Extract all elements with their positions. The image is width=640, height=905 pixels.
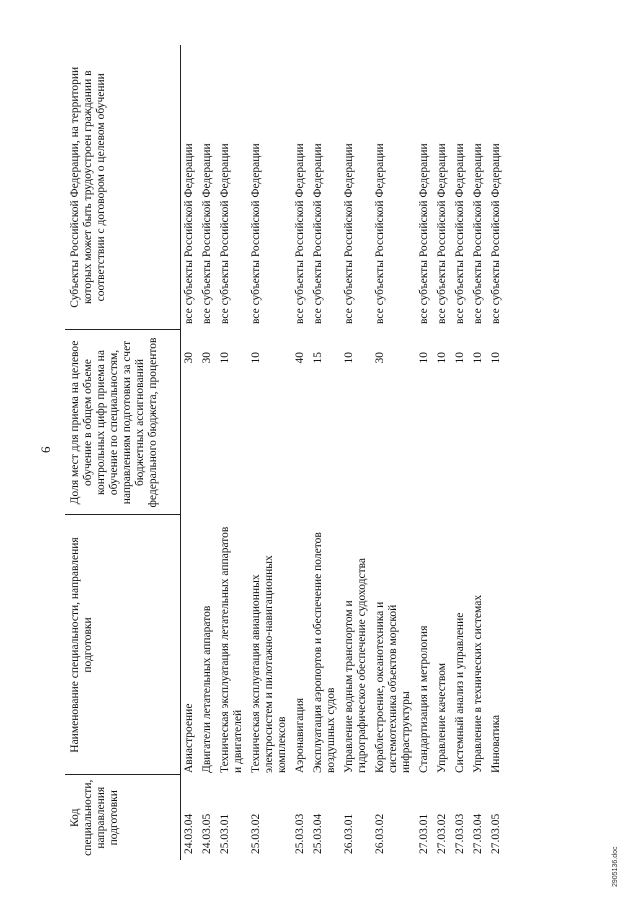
cell-name: Управление в технических системах (472, 594, 484, 773)
cell-subjects: все субъекты Российской Федерации (343, 143, 355, 324)
document-file-code: 2905136.doc (612, 846, 619, 887)
cell-name: Управление водным транспортом и гидрографическое обеспечение судоходства (343, 557, 368, 773)
cell-code: 27.03.03 (454, 813, 466, 854)
cell-share: 10 (250, 352, 262, 364)
cell-subjects: все субъекты Российской Федерации (312, 143, 324, 324)
cell-code: 27.03.02 (436, 813, 448, 854)
cell-subjects: все субъекты Российской Федерации (201, 143, 213, 324)
cell-code: 25.03.04 (312, 813, 324, 854)
cell-name: Управление качеством (436, 662, 448, 773)
cell-code: 24.03.05 (201, 813, 213, 854)
cell-subjects: все субъекты Российской Федерации (294, 143, 306, 324)
cell-share: 10 (436, 352, 448, 364)
cell-share: 15 (312, 352, 324, 364)
header-share: Доля мест для приема на целевое обучение в общем объеме контрольных цифр приема на обучение по специальностям, направлениям подготовки за счет бюджетных ассигнований федерального бюджета, процентов (65, 330, 181, 515)
cell-name: Системный анализ и управление (454, 612, 466, 773)
cell-share: 10 (490, 352, 502, 364)
cell-share: 10 (454, 352, 466, 364)
cell-name: Техническая эксплуатация авиационных электросистем и пилотажно-навигационных комплексов (250, 555, 288, 773)
cell-code: 26.03.02 (374, 813, 386, 854)
table-row (416, 45, 434, 860)
cell-subjects: все субъекты Российской Федерации (250, 143, 262, 324)
cell-name: Двигатели летательных аппаратов (201, 605, 213, 773)
cell-name: Техническая эксплуатация летательных аппаратов и двигателей (219, 526, 244, 773)
table-row (310, 45, 341, 860)
header-name: Наименование специальности, направления подготовки (65, 515, 181, 775)
cell-share: 10 (343, 352, 355, 364)
table-row (341, 45, 372, 860)
page-number: 6 (38, 446, 53, 453)
cell-subjects: все субъекты Российской Федерации (436, 143, 448, 324)
cell-share: 30 (201, 352, 213, 364)
table-row (434, 45, 452, 860)
cell-code: 26.03.01 (343, 813, 355, 854)
cell-code: 25.03.03 (294, 813, 306, 854)
table-row (217, 45, 248, 860)
header-subjects: Субъекты Российской Федерации, на территории которых может быть трудоустроен граждании в соответствии с договором о целевом обучении (65, 45, 181, 330)
header-code: Код специальности, направления подготовки (65, 775, 181, 860)
cell-subjects: все субъекты Российской Федерации (183, 143, 195, 324)
cell-share: 10 (418, 352, 430, 364)
cell-subjects: все субъекты Российской Федерации (472, 143, 484, 324)
cell-code: 25.03.02 (250, 813, 262, 854)
cell-share: 30 (374, 352, 386, 364)
cell-subjects: все субъекты Российской Федерации (490, 143, 502, 324)
cell-share: 30 (183, 352, 195, 364)
cell-name: Стандартизация и метрология (418, 625, 430, 773)
cell-share: 40 (294, 352, 306, 364)
table-row (248, 45, 292, 860)
table-header-row (65, 45, 181, 860)
cell-code: 25.03.01 (219, 813, 231, 854)
cell-subjects: все субъекты Российской Федерации (374, 143, 386, 324)
cell-share: 10 (219, 352, 231, 364)
cell-code: 27.03.01 (418, 813, 430, 854)
cell-name: Кораблестроение, океанотехника и системотехника объектов морской инфраструктуры (374, 601, 412, 773)
cell-code: 27.03.05 (490, 813, 502, 854)
cell-subjects: все субъекты Российской Федерации (454, 143, 466, 324)
table-row (470, 45, 488, 860)
table-row (199, 45, 217, 860)
cell-code: 27.03.04 (472, 813, 484, 854)
cell-share: 10 (472, 352, 484, 364)
cell-name: Эксплуатация аэропортов и обеспечение полетов воздушных судов (312, 532, 337, 773)
cell-subjects: все субъекты Российской Федерации (418, 143, 430, 324)
cell-name: Инноватика (490, 714, 502, 773)
table-row (488, 45, 506, 860)
table-row (452, 45, 470, 860)
table-row (181, 45, 200, 860)
cell-name: Авиастроение (183, 703, 195, 773)
cell-name: Аэронавигация (294, 697, 306, 773)
table-row (372, 45, 416, 860)
cell-code: 24.03.04 (183, 813, 195, 854)
table-row (292, 45, 310, 860)
specialties-table (65, 45, 506, 860)
cell-subjects: все субъекты Российской Федерации (219, 143, 231, 324)
